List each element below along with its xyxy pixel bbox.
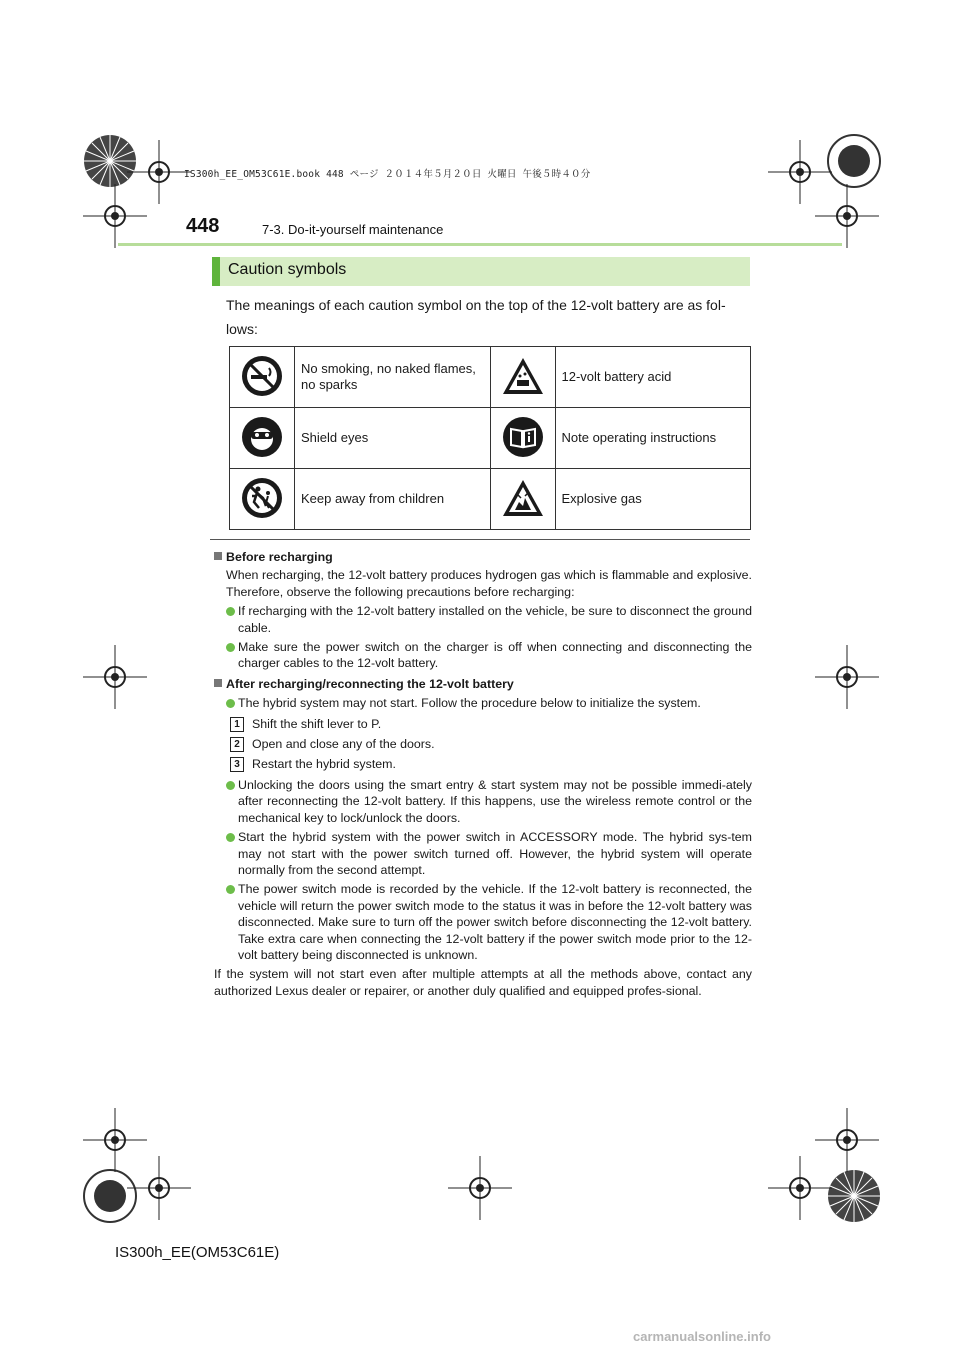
bullet-dot-icon — [226, 643, 235, 652]
symbol-cell — [490, 347, 555, 408]
symbol-cell — [230, 408, 295, 469]
bullet-dot-icon — [226, 607, 235, 616]
symbol-cell — [230, 469, 295, 530]
symbol-label: No smoking, no naked flames, no sparks — [295, 347, 491, 408]
square-bullet-icon — [214, 679, 222, 687]
procedure-step: 1 Shift the shift lever to P. — [226, 716, 752, 732]
crosshair-icon — [83, 645, 147, 709]
symbol-label: Shield eyes — [295, 408, 491, 469]
no-smoking-icon — [240, 354, 284, 398]
recharging-notes — [214, 549, 752, 1002]
bullet-dot-icon — [226, 781, 235, 790]
list-item: Unlocking the doors using the smart entry & start system may not be possible immedi-ately after reconnecting the 12-volt battery. If this happens, use the wireless remote control or the mechanical key to lock/unlock the doors. — [226, 777, 752, 826]
crosshair-icon — [127, 140, 191, 204]
caution-heading-bar — [212, 257, 750, 286]
symbol-label: Note operating instructions — [555, 408, 751, 469]
section-title: 7-3. Do-it-yourself maintenance — [262, 222, 444, 237]
step-number: 1 — [230, 717, 244, 732]
square-bullet-icon — [214, 552, 222, 560]
table-row — [230, 469, 751, 530]
caution-symbols-table — [229, 346, 751, 530]
symbol-label: Explosive gas — [555, 469, 751, 530]
caution-heading: Caution symbols — [228, 261, 347, 278]
table-row — [230, 408, 751, 469]
list-item: Start the hybrid system with the power switch in ACCESSORY mode. The hybrid sys-tem may not start with the power switch turned off. However, the hybrid system will operate normally from the second attempt. — [226, 829, 752, 878]
after-recharging-heading: After recharging/reconnecting the 12-volt battery — [214, 676, 752, 692]
watermark: carmanualsonline.info — [633, 1329, 771, 1344]
crosshair-icon — [815, 645, 879, 709]
bullet-dot-icon — [226, 833, 235, 842]
list-item: The power switch mode is recorded by the vehicle. If the 12-volt battery is reconnected, the vehicle will return the power switch mode to the status it was in before the 12-volt battery was disconnected. Make sure to turn off the power switch before disconnecting the 12-volt battery. Take extra care when connecting the 12-volt battery if the power switch mode prior to the 12-volt battery being disconnected is unknown. — [226, 881, 752, 963]
list-item: If recharging with the 12-volt battery installed on the vehicle, be sure to disconnect the ground cable. — [226, 603, 752, 636]
procedure-step: 2 Open and close any of the doors. — [226, 736, 752, 752]
closing-paragraph: If the system will not start even after multiple attempts at all the methods above, contact any authorized Lexus dealer or repairer, or another duly qualified and equipped profes-sional. — [214, 967, 752, 998]
table-row — [230, 347, 751, 408]
procedure-step: 3 Restart the hybrid system. — [226, 756, 752, 772]
symbol-cell — [490, 469, 555, 530]
caution-intro: The meanings of each caution symbol on the top of the 12-volt battery are as fol-lows: — [226, 297, 726, 337]
keep-away-children-icon — [240, 476, 284, 520]
symbol-label: Keep away from children — [295, 469, 491, 530]
bullet-dot-icon — [226, 699, 235, 708]
symbol-label: 12-volt battery acid — [555, 347, 751, 408]
step-number: 3 — [230, 757, 244, 772]
section-divider — [210, 539, 750, 540]
model-code: IS300h_EE(OM53C61E) — [115, 1244, 280, 1261]
bullet-dot-icon — [226, 885, 235, 894]
crosshair-icon — [127, 1156, 191, 1220]
explosive-gas-icon — [501, 476, 545, 520]
step-number: 2 — [230, 737, 244, 752]
crosshair-icon — [768, 140, 832, 204]
before-recharging-heading: Before recharging — [214, 549, 752, 565]
crosshair-icon — [768, 1156, 832, 1220]
symbol-cell — [490, 408, 555, 469]
battery-acid-icon — [501, 354, 545, 398]
symbol-cell — [230, 347, 295, 408]
list-item: The hybrid system may not start. Follow the procedure below to initialize the system. — [226, 695, 752, 711]
paragraph: When recharging, the 12-volt battery produces hydrogen gas which is flammable and explosive. Therefore, observe the following precautions before recharging: — [226, 568, 752, 599]
header-rule — [118, 243, 842, 246]
page-number: 448 — [186, 215, 220, 237]
operating-instructions-icon — [501, 415, 545, 459]
list-item: Make sure the power switch on the charger is off when connecting and disconnecting the charger cables to the 12-volt battery. — [226, 639, 752, 672]
shield-eyes-icon — [240, 415, 284, 459]
book-file-line: IS300h_EE_OM53C61E.book 448 ページ ２０１４年５月２０日 火曜日 午後５時４０分 — [184, 169, 591, 180]
crosshair-icon — [448, 1156, 512, 1220]
